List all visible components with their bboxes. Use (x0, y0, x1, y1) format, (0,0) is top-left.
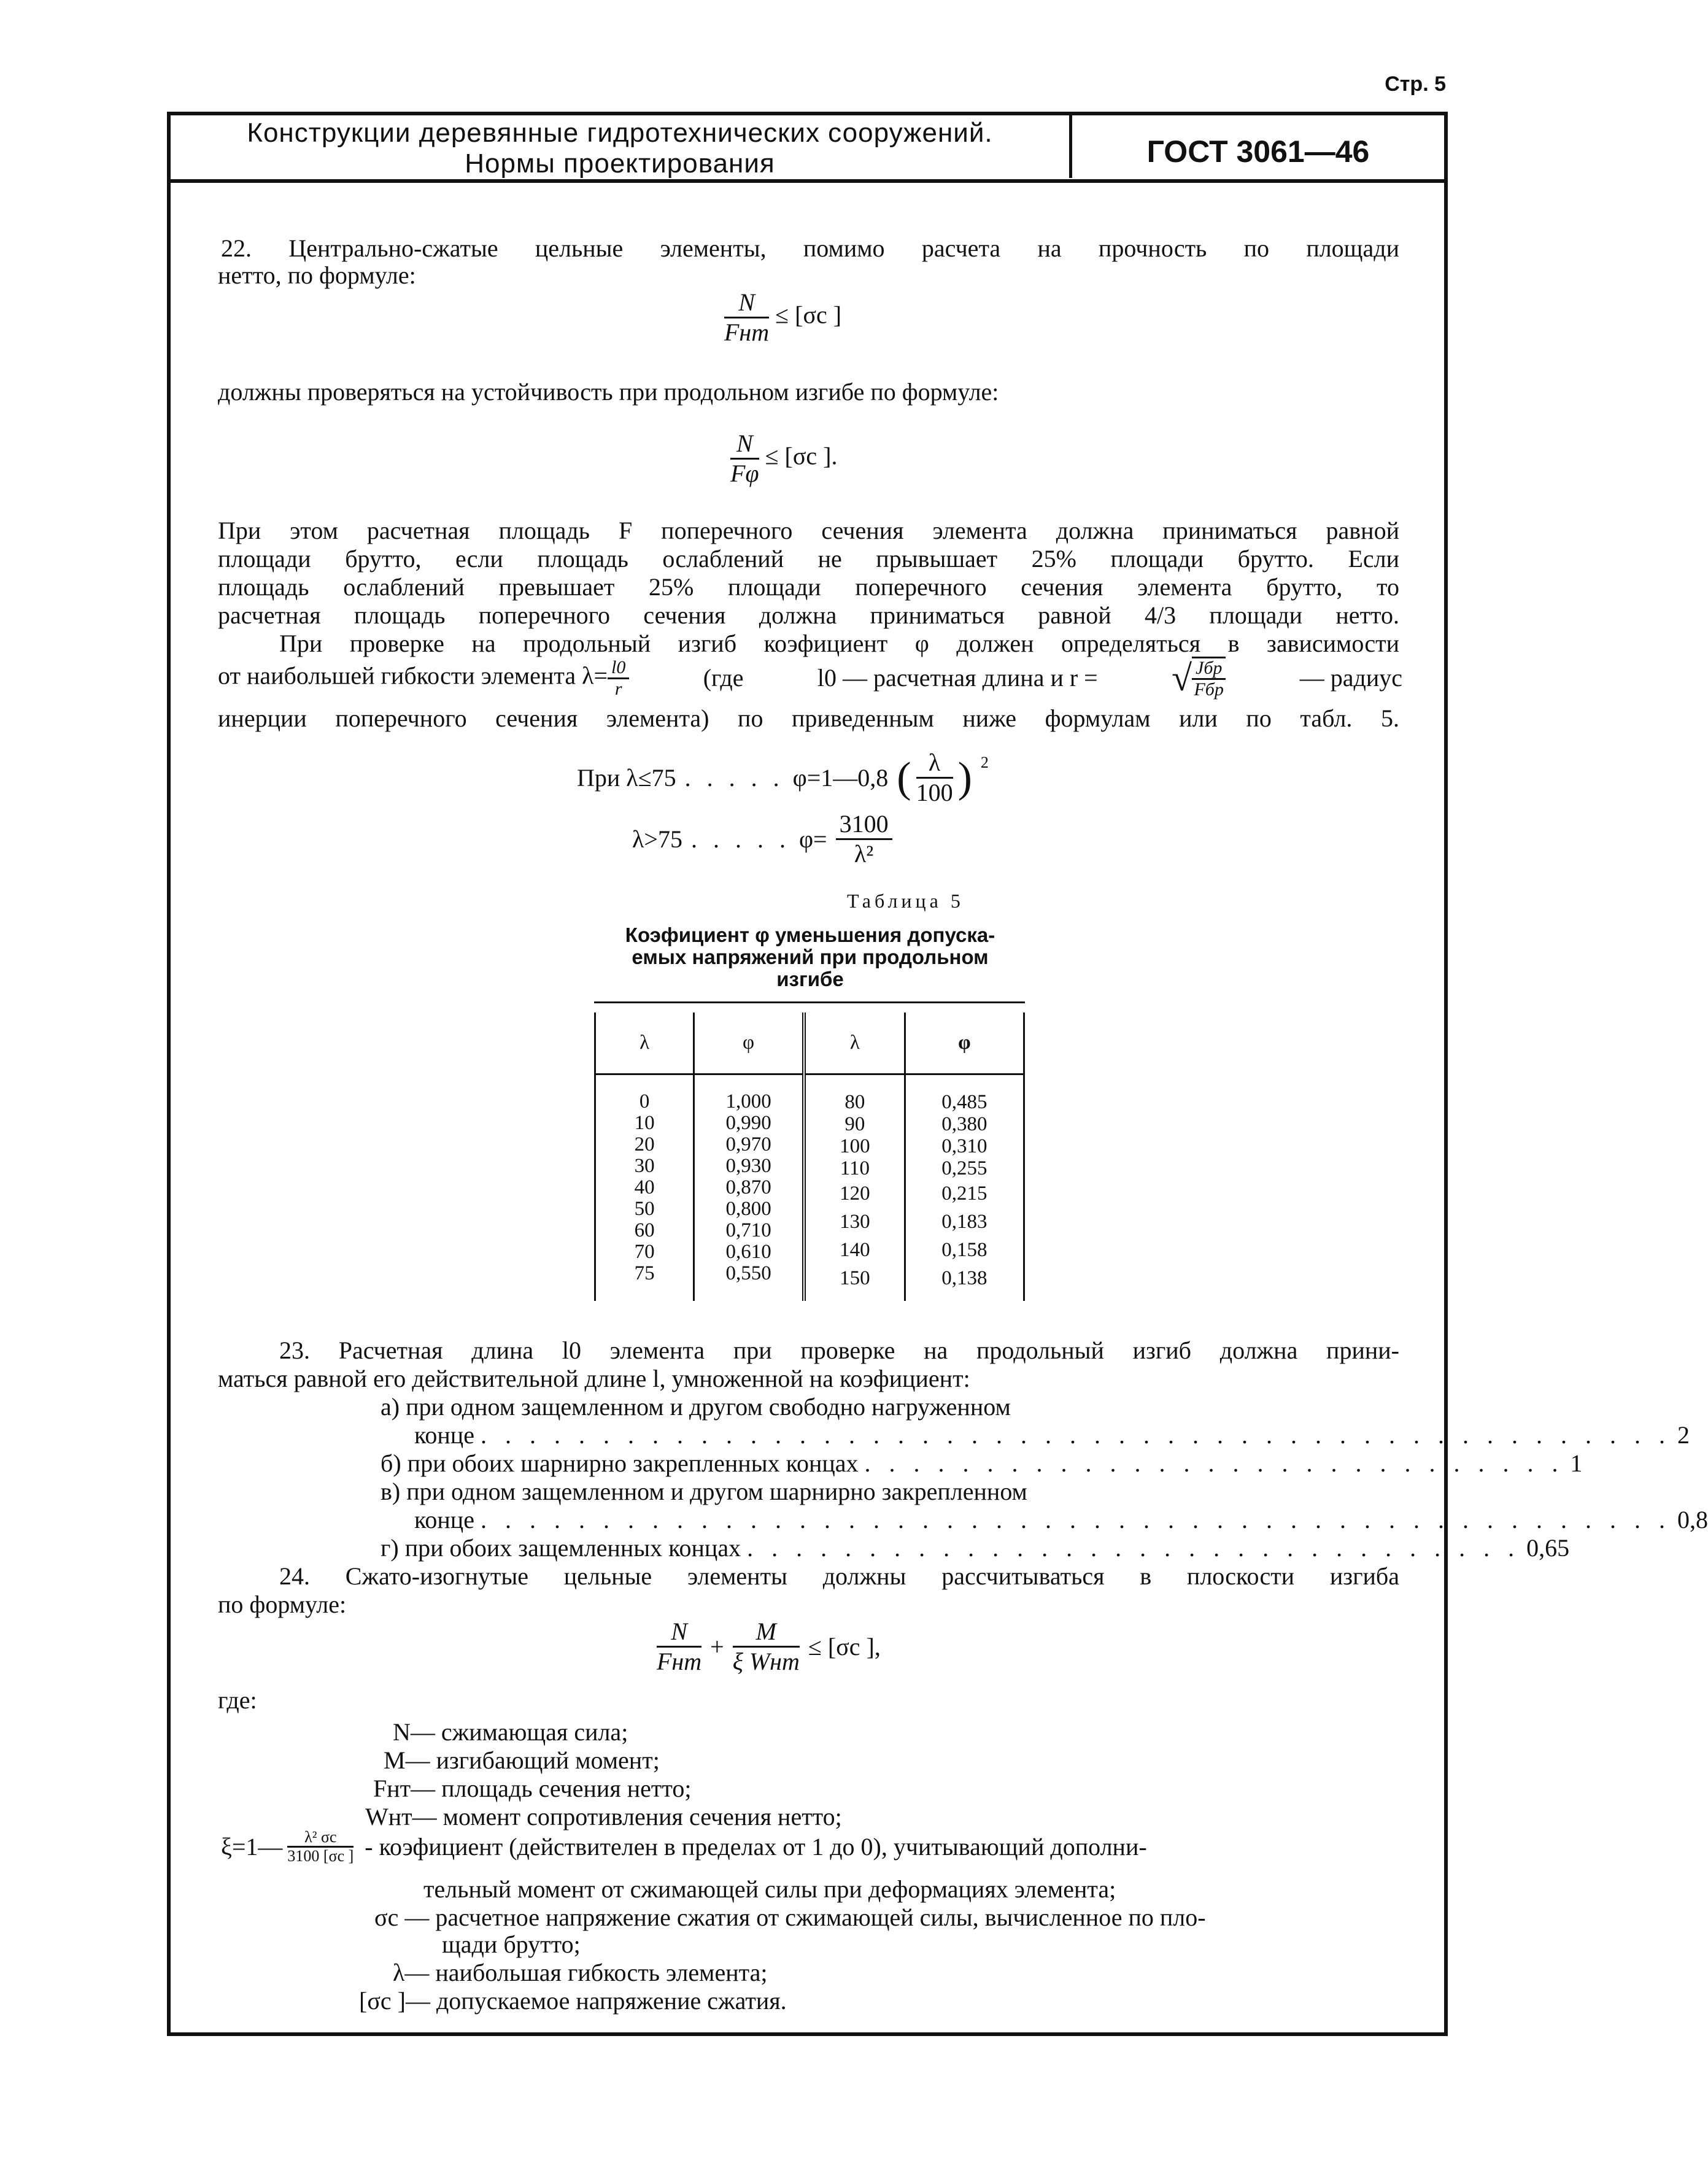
p1-line-4: расчетная площадь поперечного сечения должна приниматься равной 4/3 площади нетто. (218, 601, 1399, 629)
s23-item-a-line-1: а) при одном защемленном и другом свободно нагруженном (381, 1393, 1011, 1421)
p1-line-3: площадь ослаблений превышает 25% площади поперечного сечения элемента брутто, то (218, 573, 1399, 601)
coefficient-table (594, 1012, 1025, 1301)
def-sigma-line-1: σc — расчетное напряжение сжатия от сжимающей силы, вычисленное по пло- (374, 1904, 1206, 1931)
def-W: Wнт— момент сопротивления сечения нетто; (365, 1803, 842, 1830)
col-phi-right: 0,485 0,380 0,310 0,255 0,215 0,183 0,158 0,138 (905, 1074, 1024, 1301)
table-top-rule (594, 1001, 1025, 1003)
phi-formula-1: При λ≤75 . . . . . φ=1—0,8 ( $\frac{\lambda}{100}$ ) $^2$ (577, 749, 989, 806)
def-N: N— сжимающая сила; (393, 1718, 628, 1746)
coef-b: 1 (1570, 1449, 1583, 1477)
radius-root: √ $\frac{\text{Jбр}}{\text{Fбр}}$ (1172, 657, 1226, 700)
header-lambda-1: λ (595, 1012, 694, 1074)
p1-line-1: При этом расчетная площадь F поперечного сечения элемента должна приниматься равной (218, 517, 1399, 544)
s22-line-3: должны проверяться на устойчивость при продольном изгибе по формуле: (218, 378, 999, 406)
formula-bending: $\frac{N}{\text{Fнт}}$ + $\frac{M}{\text{ξ Wнт}}$ ≤ [σc ], (657, 1618, 881, 1675)
header-phi-2: φ (905, 1012, 1024, 1074)
def-lambda: λ— наибольшая гибкость элемента; (393, 1959, 768, 1986)
s23-item-c-line-2: конце . . . . . . . . . . . . . . . . . . . . . . . . . . . . . . . . . . . . . . . . . . . . . . . . . 0,8 (414, 1506, 1708, 1533)
header-phi-1: φ (694, 1012, 804, 1074)
def-allowable-stress: [σc ]— допускаемое напряжение сжатия. (359, 1987, 787, 2015)
def-xi: ξ=1— $\frac{\text{λ² σc}}{3100 [\sigma c ]}$ - коэфициент (действителен в пределах от 1 до 0), учитывающий дополни- (221, 1828, 1147, 1865)
coef-a: 2 (1677, 1421, 1690, 1449)
s23-line-2: маться равной его действительной длине l, умноженной на коэфициент: (218, 1365, 970, 1392)
formula-stability (730, 430, 837, 488)
def-xi-cont: тельный момент от сжимающей силы при деформациях элемента; (423, 1875, 1116, 1903)
p2-text-c: l0 — расчетная длина и r = (817, 664, 1098, 692)
formula-strength (724, 288, 841, 347)
col-lambda-left: 0 10 20 30 40 50 60 70 75 (595, 1074, 694, 1301)
f2-numerator: N (730, 430, 759, 460)
p2-line-2 (218, 657, 1402, 700)
f2-denominator: Fφ (730, 460, 759, 487)
header-lambda-2: λ (804, 1012, 905, 1074)
table-title: Коэфициент φ уменьшения допуска- емых напряжений при продольном изгибе (625, 924, 995, 990)
title-line-2: Нормы проектирования (465, 148, 775, 179)
col-lambda-right: 80 90 100 110 120 130 140 150 (804, 1074, 905, 1301)
gost-code: ГОСТ 3061—46 (1146, 134, 1370, 169)
title-line-1: Конструкции деревянные гидротехнических сооружений. (247, 118, 993, 148)
p2-text-b: (где (703, 664, 744, 692)
phi-formula-2: λ>75 . . . . . φ= $\frac{3100}{\text{λ²}}$ (632, 810, 892, 868)
s23-item-b: б) при обоих шарнирно закрепленных концах . . . . . . . . . . . . . . . . . . . . . . . . . . . . . 1 (381, 1449, 1583, 1477)
s24-line-1: 24. Сжато-изогнутые цельные элементы должны рассчитываться в плоскости изгиба (279, 1562, 1399, 1590)
p2-line-3: инерции поперечного сечения элемента) по приведенным ниже формулам или по табл. 5. (218, 704, 1399, 732)
f1-denominator: Fнт (724, 318, 770, 346)
s22-line-2: нетто, по формуле: (218, 261, 416, 289)
p2-text-d: — радиус (1299, 664, 1402, 692)
s23-item-a-line-2: конце . . . . . . . . . . . . . . . . . . . . . . . . . . . . . . . . . . . . . . . . . . . . . . . . . 2 (414, 1421, 1690, 1449)
coef-d: 0,65 (1526, 1534, 1570, 1562)
def-M: M— изгибающий момент; (384, 1746, 660, 1774)
col-phi-left: 1,000 0,990 0,970 0,930 0,870 0,800 0,710 0,610 0,550 (694, 1074, 804, 1301)
s22-line-1: 22. Центрально-сжатые цельные элементы, помимо расчета на прочность по площади (221, 234, 1399, 262)
p2-text-a: от наибольшей гибкости элемента λ= $\frac{l0}{r}$ (218, 658, 629, 699)
p2-line-1: При проверке на продольный изгиб коэфициент φ должен определяться в зависимости (279, 630, 1399, 657)
s23-item-c-line-1: в) при одном защемленном и другом шарнирно закрепленном (381, 1478, 1027, 1505)
where-label: где: (218, 1686, 257, 1714)
f1-numerator: N (724, 288, 769, 318)
s24-line-2: по формуле: (218, 1591, 347, 1618)
f1-rhs: ≤ [σc ] (775, 301, 842, 329)
page-number: Стр. 5 (1385, 72, 1446, 96)
table-label: Таблица 5 (847, 890, 964, 912)
def-F: Fнт— площадь сечения нетто; (373, 1775, 692, 1802)
def-sigma-line-2: щади брутто; (442, 1930, 581, 1958)
f2-rhs: ≤ [σc ]. (765, 442, 838, 470)
coef-c: 0,8 (1677, 1506, 1708, 1533)
p1-line-2: площади брутто, если площадь ослаблений не прывышает 25% площади брутто. Если (218, 545, 1399, 573)
s23-item-d: г) при обоих защемленных концах . . . . . . . . . . . . . . . . . . . . . . . . . . . . . . . . 0,65 (381, 1534, 1570, 1562)
s23-line-1: 23. Расчетная длина l0 элемента при проверке на продольный изгиб должна прини- (279, 1336, 1399, 1364)
